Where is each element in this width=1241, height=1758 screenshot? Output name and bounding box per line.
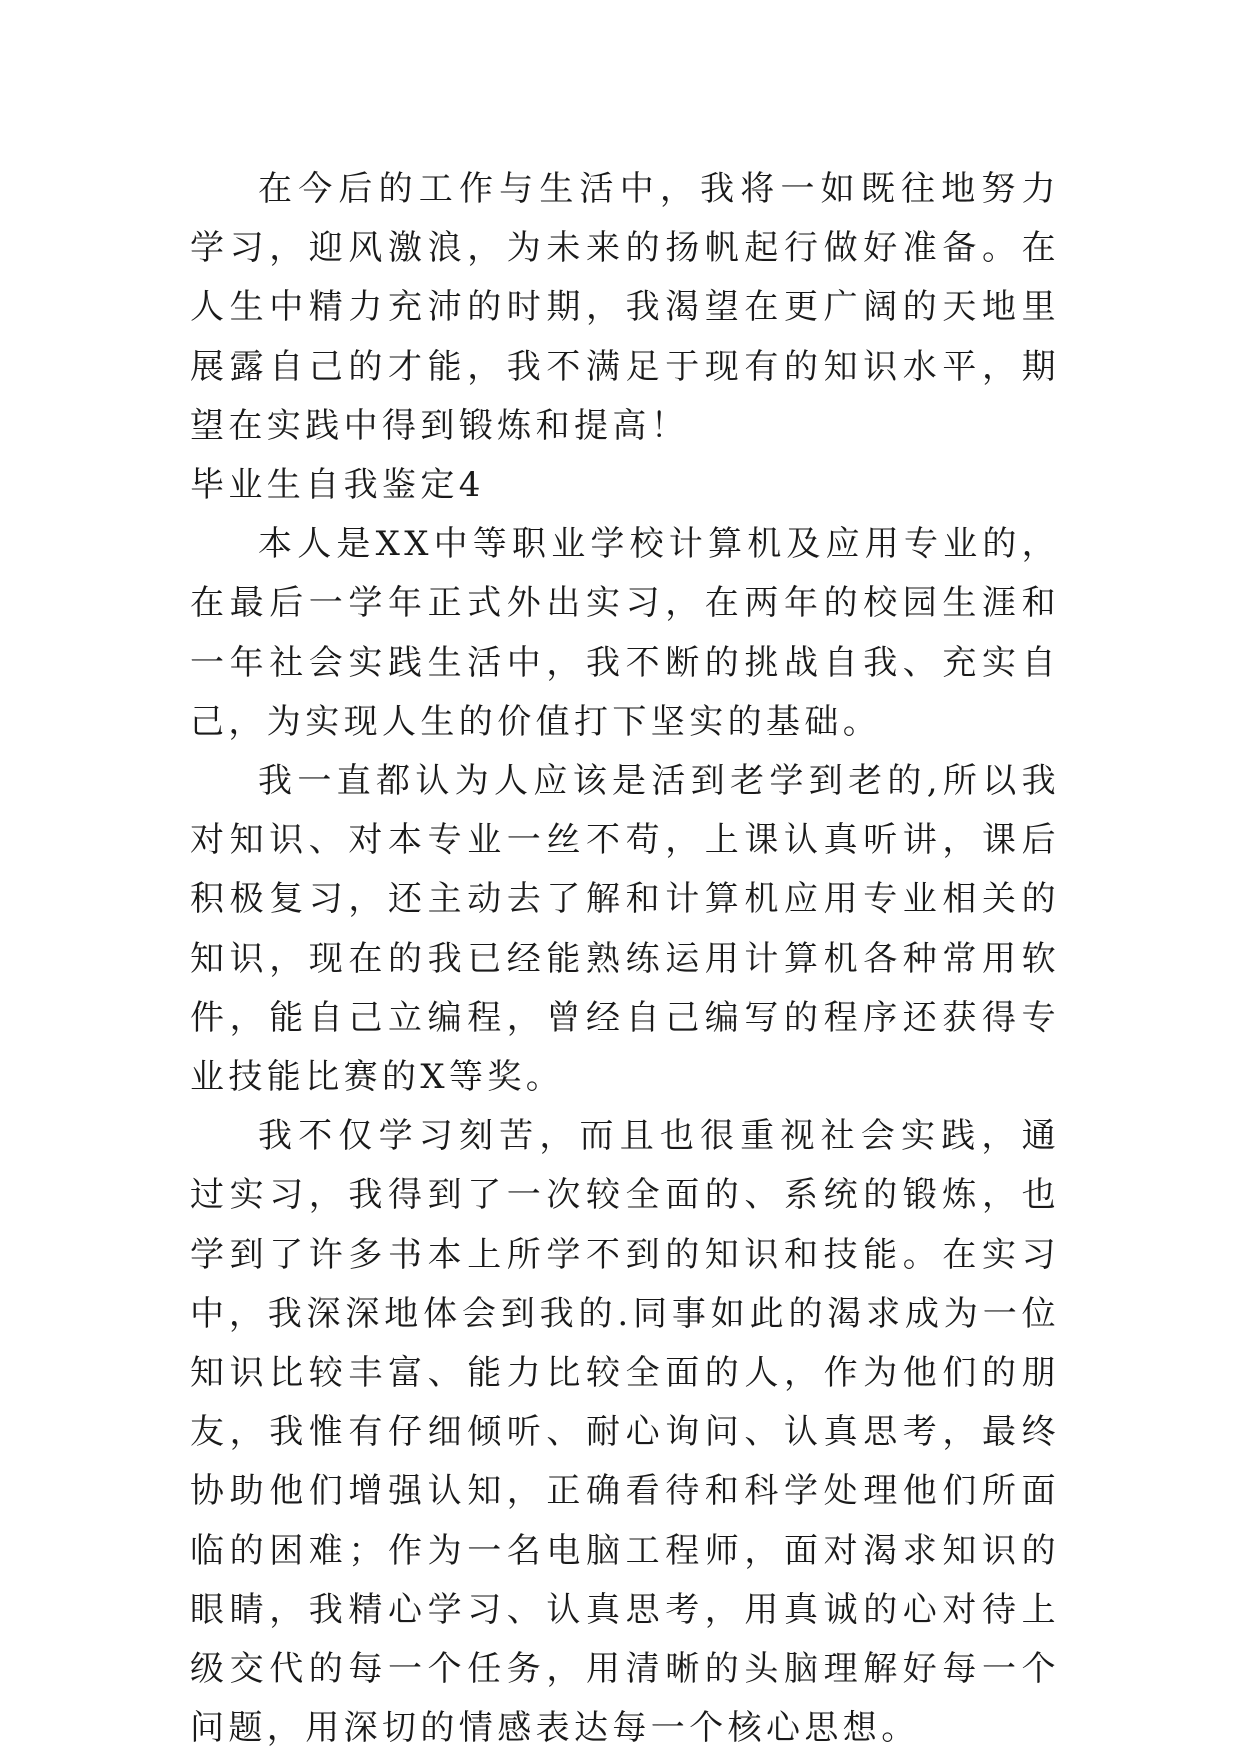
paragraph-practice: 我不仅学习刻苦，而且也很重视社会实践，通过实习，我得到了一次较全面的、系统的锻炼，也学到了许多书本上所学不到的知识和技能。在实习中，我深深地体会到我的.同事如此的渴求成为一位知识比较丰富、能力比较全面的人，作为他们的朋友，我惟有仔细倾听、耐心询问、认真思考，最终协助他们增强认知，正确看待和科学处理他们所面临的困难；作为一名电脑工程师，面对渴求知识的眼睛，我精心学习、认真思考，用真诚的心对待上级交代的每一个任务，用清晰的头脑理解好每一个问题，用深切的情感表达每一个核心思想。 bbox=[190, 1116, 1060, 1749]
paragraph-intro: 本人是XX中等职业学校计算机及应用专业的，在最后一学年正式外出实习，在两年的校园生涯和一年社会实践生活中，我不断的挑战自我、充实自己，为实现人生的价值打下坚实的基础。 bbox=[190, 524, 1060, 742]
document-body bbox=[190, 160, 1060, 1758]
paragraph-closing-previous: 在今后的工作与生活中，我将一如既往地努力学习，迎风激浪，为未来的扬帆起行做好准备。在人生中精力充沛的时期，我渴望在更广阔的天地里展露自己的才能，我不满足于现有的知识水平，期望在实践中得到锻炼和提高！ bbox=[190, 169, 1060, 446]
section-heading: 毕业生自我鉴定4 bbox=[190, 465, 485, 506]
paragraph-study: 我一直都认为人应该是活到老学到老的,所以我对知识、对本专业一丝不苟，上课认真听讲，课后积极复习，还主动去了解和计算机应用专业相关的知识，现在的我已经能熟练运用计算机各种常用软件，能自己立编程，曾经自己编写的程序还获得专业技能比赛的X等奖。 bbox=[190, 761, 1060, 1098]
